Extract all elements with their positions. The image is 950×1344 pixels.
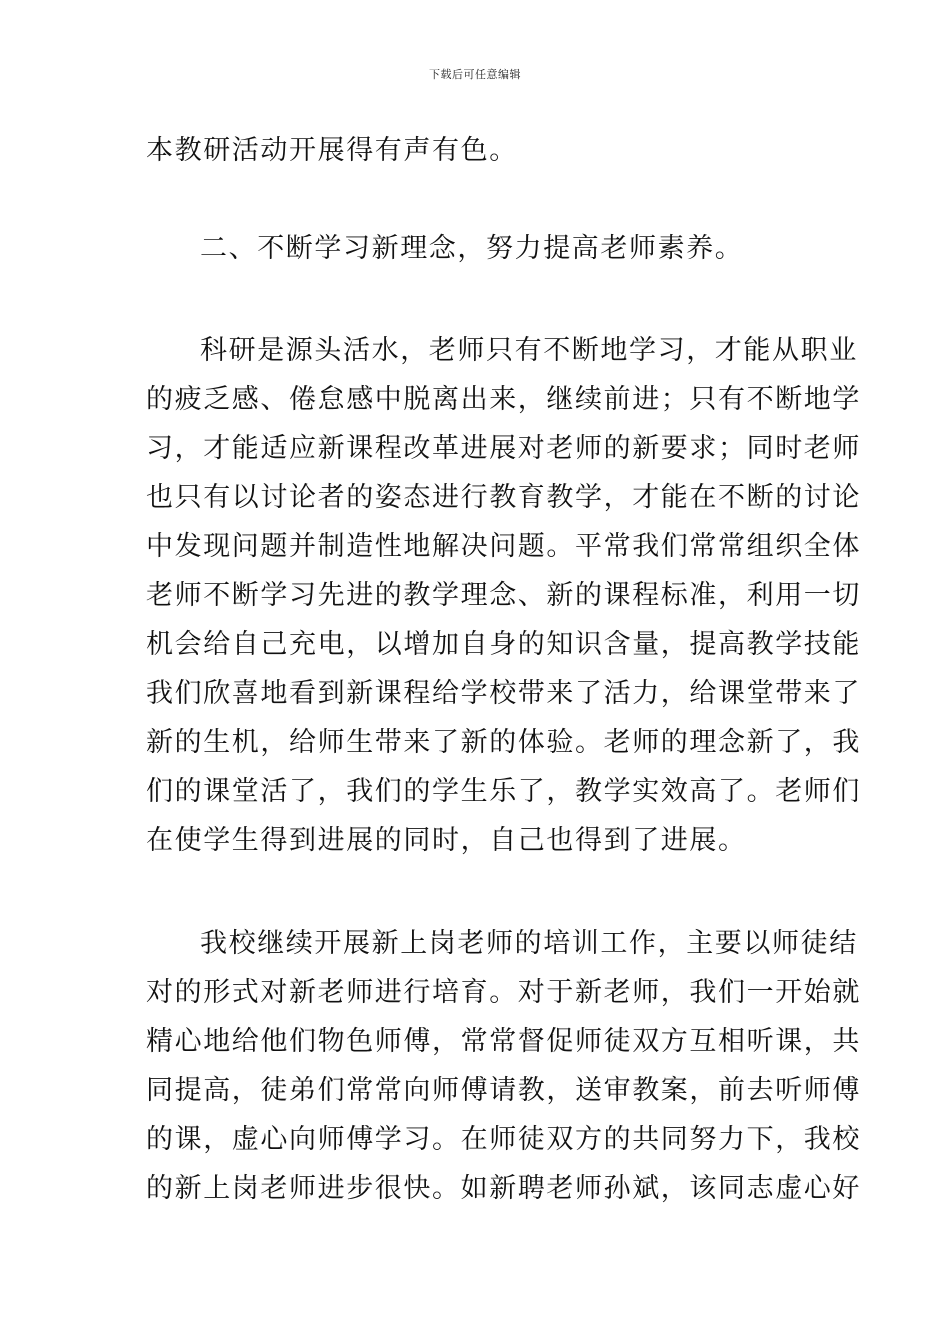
text-line: 的课，虚心向师傅学习。在师徒双方的共同努力下，我校 — [146, 1124, 861, 1155]
paragraph-3 — [146, 326, 861, 865]
paragraph-4 — [146, 919, 861, 1213]
text-line: 们的课堂活了，我们的学生乐了，教学实效高了。老师们 — [146, 776, 861, 807]
text-line: 机会给自己充电，以增加自身的知识含量，提高教学技能 — [146, 629, 861, 660]
text-line: 精心地给他们物色师傅，常常督促师徒双方互相听课，共 — [146, 1026, 861, 1057]
text-line: 习，才能适应新课程改革进展对老师的新要求；同时老师 — [146, 433, 861, 464]
text-line: 在使学生得到进展的同时，自己也得到了进展。 — [146, 825, 747, 856]
paragraph-1 — [146, 126, 811, 175]
text-line: 本教研活动开展得有声有色。 — [146, 135, 518, 166]
text-line: 科研是源头活水，老师只有不断地学习，才能从职业 — [200, 335, 858, 366]
text-line: 对的形式对新老师进行培育。对于新老师，我们一开始就 — [146, 977, 861, 1008]
text-line: 同提高，徒弟们常常向师傅请教，送审教案，前去听师傅 — [146, 1075, 861, 1106]
text-line: 我校继续开展新上岗老师的培训工作，主要以师徒结 — [200, 928, 858, 959]
page-header-note: 下载后可任意编辑 — [429, 68, 521, 81]
text-line: 二、不断学习新理念，努力提高老师素养。 — [200, 233, 744, 264]
section-heading — [146, 224, 811, 273]
text-line: 新的生机，给师生带来了新的体验。老师的理念新了，我 — [146, 727, 861, 758]
text-line: 也只有以讨论者的姿态进行教育教学，才能在不断的讨论 — [146, 482, 861, 513]
text-line: 的新上岗老师进步很快。如新聘老师孙斌，该同志虚心好 — [146, 1173, 861, 1204]
text-line: 的疲乏感、倦怠感中脱离出来，继续前进；只有不断地学 — [146, 384, 861, 415]
text-line: 我们欣喜地看到新课程给学校带来了活力，给课堂带来了 — [146, 678, 861, 709]
text-line: 中发现问题并制造性地解决问题。平常我们常常组织全体 — [146, 531, 861, 562]
text-line: 老师不断学习先进的教学理念、新的课程标准，利用一切 — [146, 580, 861, 611]
